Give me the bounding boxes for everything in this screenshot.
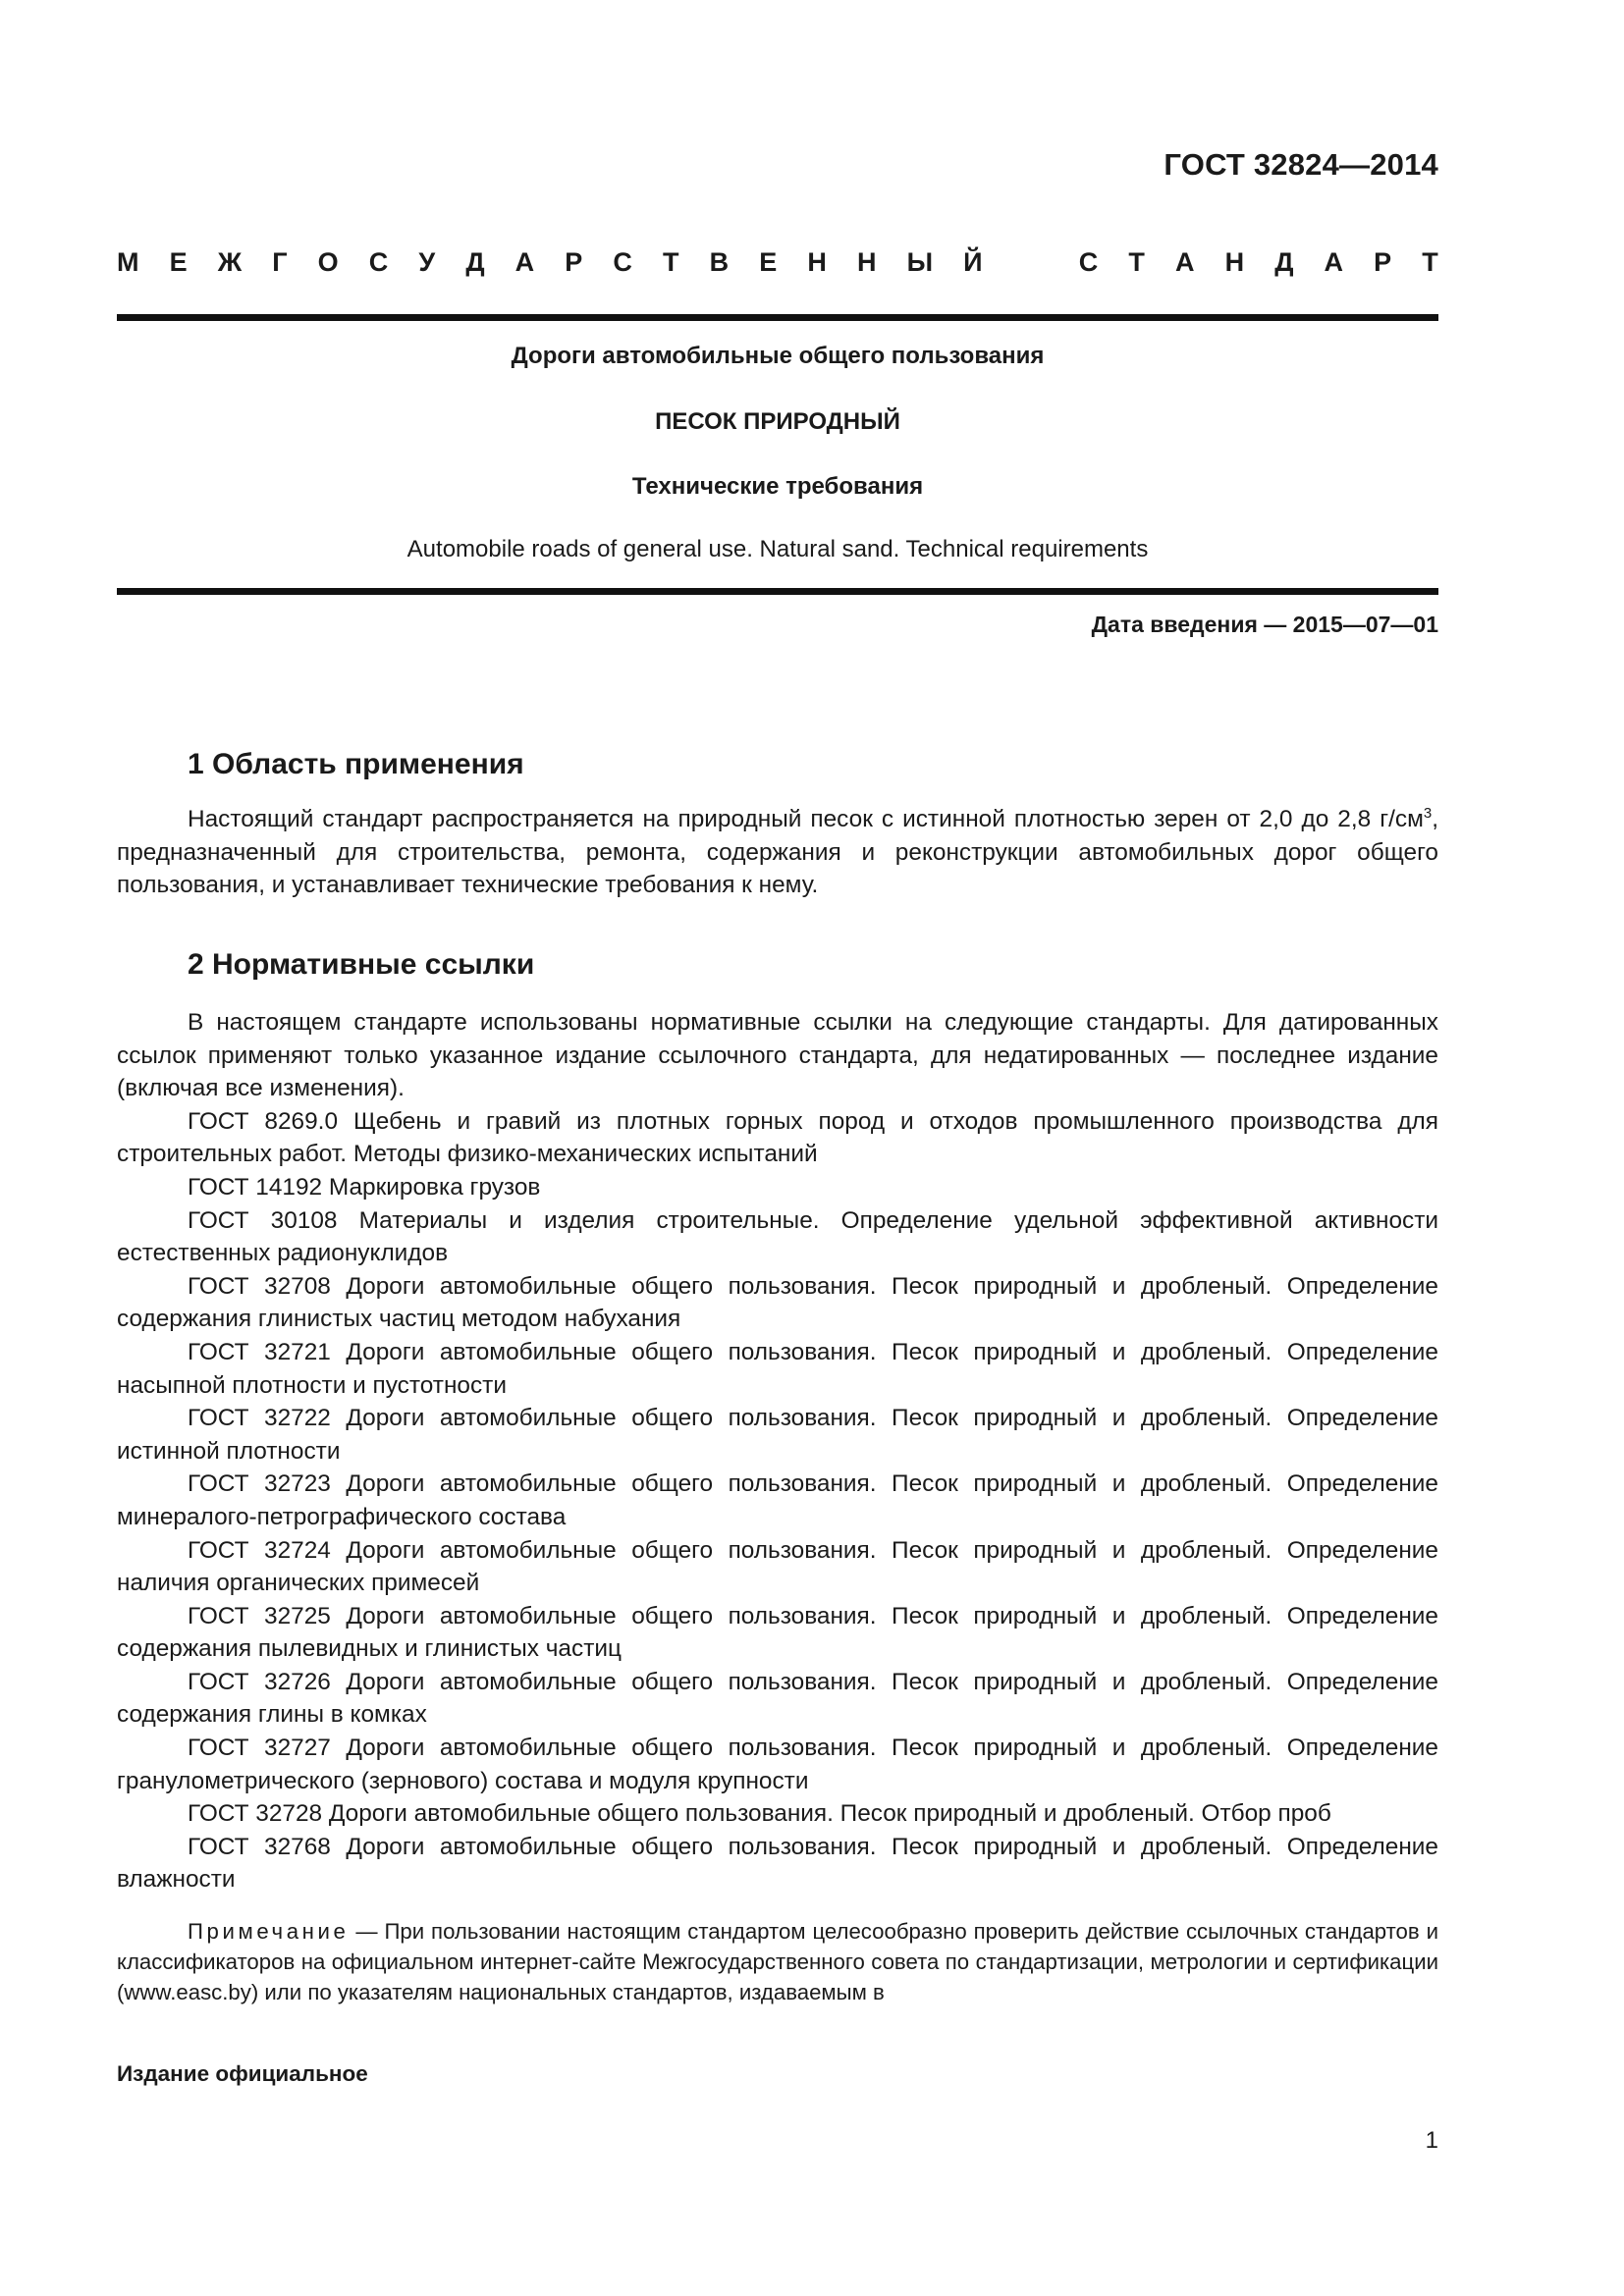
standard-type-letter: С — [368, 247, 389, 277]
title-line-3: Технические требования — [631, 473, 924, 500]
reference-item: ГОСТ 32728 Дороги автомобильные общего пользования. Песок природный и дробленый. Отбор проб — [188, 1800, 1331, 1828]
section-1-paragraph — [117, 803, 1438, 902]
reference-item: ГОСТ 32726 Дороги автомобильные общего пользования. Песок природный и дробленый. Определение содержания глины в комках — [117, 1668, 1438, 1729]
top-divider — [117, 314, 1438, 321]
standard-type-letter: Г — [272, 247, 288, 277]
section-1-text-b: , предназначенный для строительства, ремонта, содержания и реконструкции автомобильных дорог общего пользования, и устанавливает технические требования к нему. — [117, 806, 1438, 898]
standard-type-letter: Ы — [906, 247, 934, 277]
standard-type-letter: Н — [807, 247, 827, 277]
reference-item: ГОСТ 32725 Дороги автомобильные общего пользования. Песок природный и дробленый. Определение содержания пылевидных и глинистых частиц — [117, 1602, 1438, 1663]
references-list — [117, 1006, 1438, 1896]
title-divider — [117, 588, 1438, 595]
reference-item: ГОСТ 8269.0 Щебень и гравий из плотных горных пород и отходов промышленного производства для строительных работ. Методы физико-механических испытаний — [117, 1107, 1438, 1168]
standard-type-letter: Т — [663, 247, 679, 277]
standard-type-letter: Т — [1128, 247, 1145, 277]
section-2-heading: 2 Нормативные ссылки — [188, 948, 535, 981]
standard-number: ГОСТ 32824—2014 — [1164, 147, 1438, 182]
standard-type-letter: С — [1078, 247, 1099, 277]
reference-item: ГОСТ 14192 Маркировка грузов — [188, 1173, 541, 1201]
standard-type-letter: А — [514, 247, 535, 277]
references-intro: В настоящем стандарте использованы нормативные ссылки на следующие стандарты. Для датированных ссылок применяют только указанное издание ссылочного стандарта, для недатированных — последнее издание (включая все изменения). — [117, 1009, 1438, 1102]
note-text: — При пользовании настоящим стандартом целесообразно проверить действие ссылочных стандартов и классификаторов на официальном интернет-сайте Межгосударственного совета по стандартизации, метрологии и сертификации (www.easc.by) или по указателям национальных стандартов, издаваемым в — [117, 1919, 1438, 2004]
page-number: 1 — [1425, 2127, 1438, 2154]
reference-item: ГОСТ 32724 Дороги автомобильные общего пользования. Песок природный и дробленый. Определение наличия органических примесей — [117, 1536, 1438, 1597]
official-edition-label: Издание официальное — [117, 2061, 368, 2086]
standard-type-letter: У — [418, 247, 436, 277]
standard-type-letter: А — [1324, 247, 1344, 277]
standard-type-letter: О — [317, 247, 339, 277]
reference-item: ГОСТ 32721 Дороги автомобильные общего пользования. Песок природный и дробленый. Определение насыпной плотности и пустотности — [117, 1338, 1438, 1399]
title-line-1: Дороги автомобильные общего пользования — [511, 343, 1045, 369]
title-english: Automobile roads of general use. Natural sand. Technical requirements — [406, 536, 1149, 562]
standard-type-letter: С — [613, 247, 632, 277]
standard-type-letter: Д — [1274, 247, 1294, 277]
reference-item: ГОСТ 32768 Дороги автомобильные общего пользования. Песок природный и дробленый. Определение влажности — [117, 1833, 1438, 1894]
reference-item: ГОСТ 32708 Дороги автомобильные общего пользования. Песок природный и дробленый. Определение содержания глинистых частиц методом набухания — [117, 1272, 1438, 1333]
reference-item: ГОСТ 32722 Дороги автомобильные общего пользования. Песок природный и дробленый. Определение истинной плотности — [117, 1405, 1438, 1465]
standard-type-heading — [117, 247, 1438, 278]
reference-item: ГОСТ 32723 Дороги автомобильные общего пользования. Песок природный и дробленый. Определение минералого-петрографического состава — [117, 1470, 1438, 1530]
standard-type-letter: В — [709, 247, 730, 277]
note-label: Примечание — [188, 1919, 350, 1944]
introduction-date: Дата введения — 2015—07—01 — [1091, 612, 1438, 637]
standard-type-letter: Е — [759, 247, 778, 277]
standard-type-letter: Д — [465, 247, 485, 277]
title-line-2: ПЕСОК ПРИРОДНЫЙ — [655, 408, 900, 435]
standard-type-letter: Т — [1422, 247, 1438, 277]
standard-type-letter: Ж — [217, 247, 243, 277]
standard-type-letter: Н — [1224, 247, 1245, 277]
standard-type-letter: Р — [1374, 247, 1392, 277]
standard-type-letter: Н — [856, 247, 877, 277]
word-gap — [1013, 247, 1049, 278]
standard-type-letter: Р — [565, 247, 583, 277]
section-1-heading: 1 Область применения — [188, 748, 524, 780]
note-paragraph — [117, 1916, 1438, 2007]
standard-type-letter: Й — [963, 247, 983, 277]
reference-item: ГОСТ 32727 Дороги автомобильные общего пользования. Песок природный и дробленый. Определение гранулометрического (зернового) состава и модуля крупности — [117, 1735, 1438, 1794]
standard-type-letter: Е — [169, 247, 188, 277]
reference-item: ГОСТ 30108 Материалы и изделия строительные. Определение удельной эффективной активности естественных радионуклидов — [117, 1206, 1438, 1267]
standard-type-letter: М — [117, 247, 139, 277]
section-1-superscript: 3 — [1423, 804, 1433, 822]
section-1-text-a: Настоящий стандарт распространяется на природный песок с истинной плотностью зерен от 2,0 до 2,8 г/см — [188, 806, 1424, 832]
standard-type-letter: А — [1174, 247, 1195, 277]
